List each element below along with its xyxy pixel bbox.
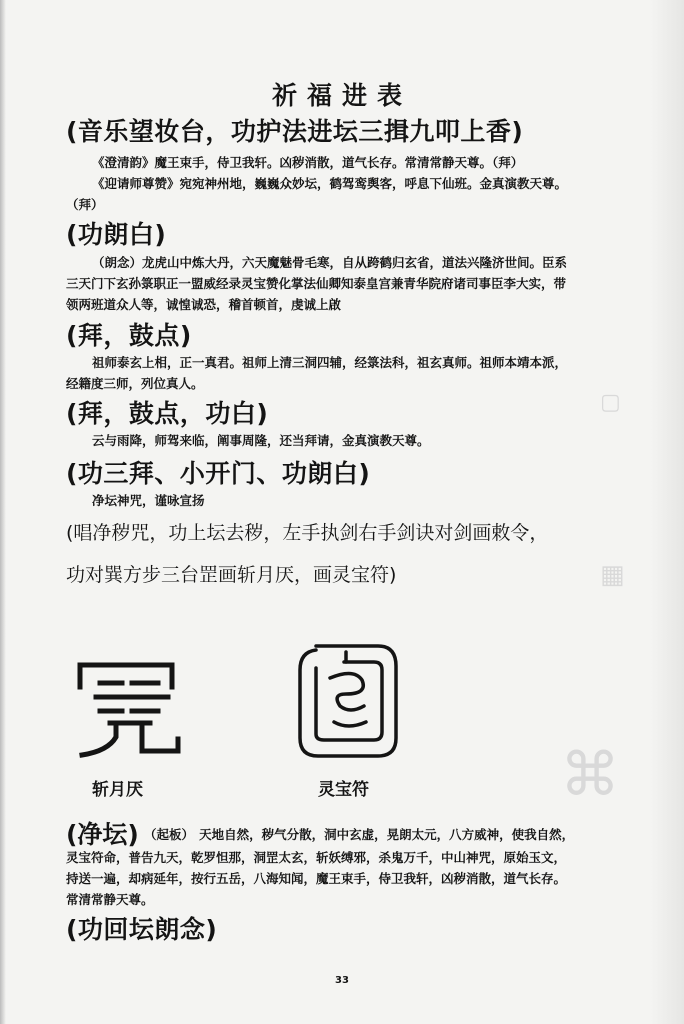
section-heading: (功朗白) (66, 220, 167, 249)
text-line: （拜） (66, 197, 104, 212)
text-line: 常清常静天尊。 (66, 892, 154, 907)
figure-caption: 斩月厌 (92, 780, 143, 800)
section-heading: (音乐望妆台，功护法进坛三揖九叩上香) (66, 117, 524, 146)
text-line: 灵宝符命，普告九天，乾罗怛那，洞罡太玄，斩妖缚邪，杀鬼万千，中山神咒，原始玉文， (66, 850, 567, 865)
section-body (66, 490, 622, 511)
bleed-through-mark: ⌘ (560, 740, 620, 810)
scan-left-edge (0, 0, 6, 1024)
scan-right-edge (650, 0, 684, 1024)
instruction-line: 功对巽方步三台罡画斩月厌，画灵宝符) (66, 564, 397, 586)
section-heading: (功回坛朗念) (66, 915, 218, 944)
jingtan-first-line (66, 815, 574, 851)
text-line: 天地自然，秽气分散，洞中玄虚，晃朗太元，八方威神，使我自然， (199, 827, 575, 842)
page-number: 33 (335, 975, 349, 986)
instruction-line: (唱净秽咒，功上坛去秽，左手执剑右手剑诀对剑画敕令， (66, 522, 549, 544)
section-body (66, 152, 622, 215)
section-heading: (拜，鼓点) (66, 321, 192, 350)
text-line: 《澄清韵》魔王束手，侍卫我轩。凶秽消散，道气长存。常清常静天尊。（拜） (92, 155, 524, 170)
page-title: 祈福进表 (271, 81, 412, 110)
text-line: 领两班道众人等，诚惶诚恐，稽首顿首，虔诚上啟 (66, 297, 342, 312)
text-line: 经籍度三师，列位真人。 (66, 376, 204, 391)
text-line: （朗念）龙虎山中炼大丹，六天魔魅骨毛寒，自从跨鹤归玄省，道法兴隆济世间。臣系 (92, 255, 568, 270)
text-line: 三天门下玄孙箓职正一盟威经录灵宝赞化掌法仙卿知泰皇宫兼青华院府诸司事臣李大实，带 (66, 276, 567, 291)
text-line: 云与雨降，师驾来临，阐事周隆，还当拜请，金真演教天尊。 (92, 433, 430, 448)
section-heading: (净坛) (66, 820, 139, 849)
section-body (66, 847, 622, 910)
section-body (66, 430, 622, 451)
text-line: 《迎请师尊赞》宛宛神州地，巍巍众妙坛，鹤驾鸾舆客，呼息下仙班。金真演教天尊。 (92, 176, 568, 191)
text-line: 祖师泰玄上相，正一真君。祖师上清三洞四辅，经箓法科，祖玄真师。祖师本靖本派， (92, 355, 568, 370)
text-line: 持送一遍，却病延年，按行五岳，八海知闻，魔王束手，侍卫我轩，凶秽消散，道气长存。 (66, 871, 567, 886)
inline-note: （起板） (143, 827, 194, 842)
lingbao-talisman-seal-icon (294, 640, 402, 762)
section-body (66, 252, 622, 315)
bleed-through-mark: ▦ (600, 560, 625, 590)
section-heading: (功三拜、小开门、功朗白) (66, 459, 371, 488)
section-heading: (拜，鼓点，功白) (66, 399, 269, 428)
zhanyueyan-talisman-glyph-icon (74, 655, 186, 761)
section-body (66, 352, 622, 394)
figure-caption: 灵宝符 (318, 780, 369, 800)
text-line: 净坛神咒，谨咏宣扬 (92, 493, 205, 508)
bleed-through-mark: ▢ (600, 390, 621, 415)
